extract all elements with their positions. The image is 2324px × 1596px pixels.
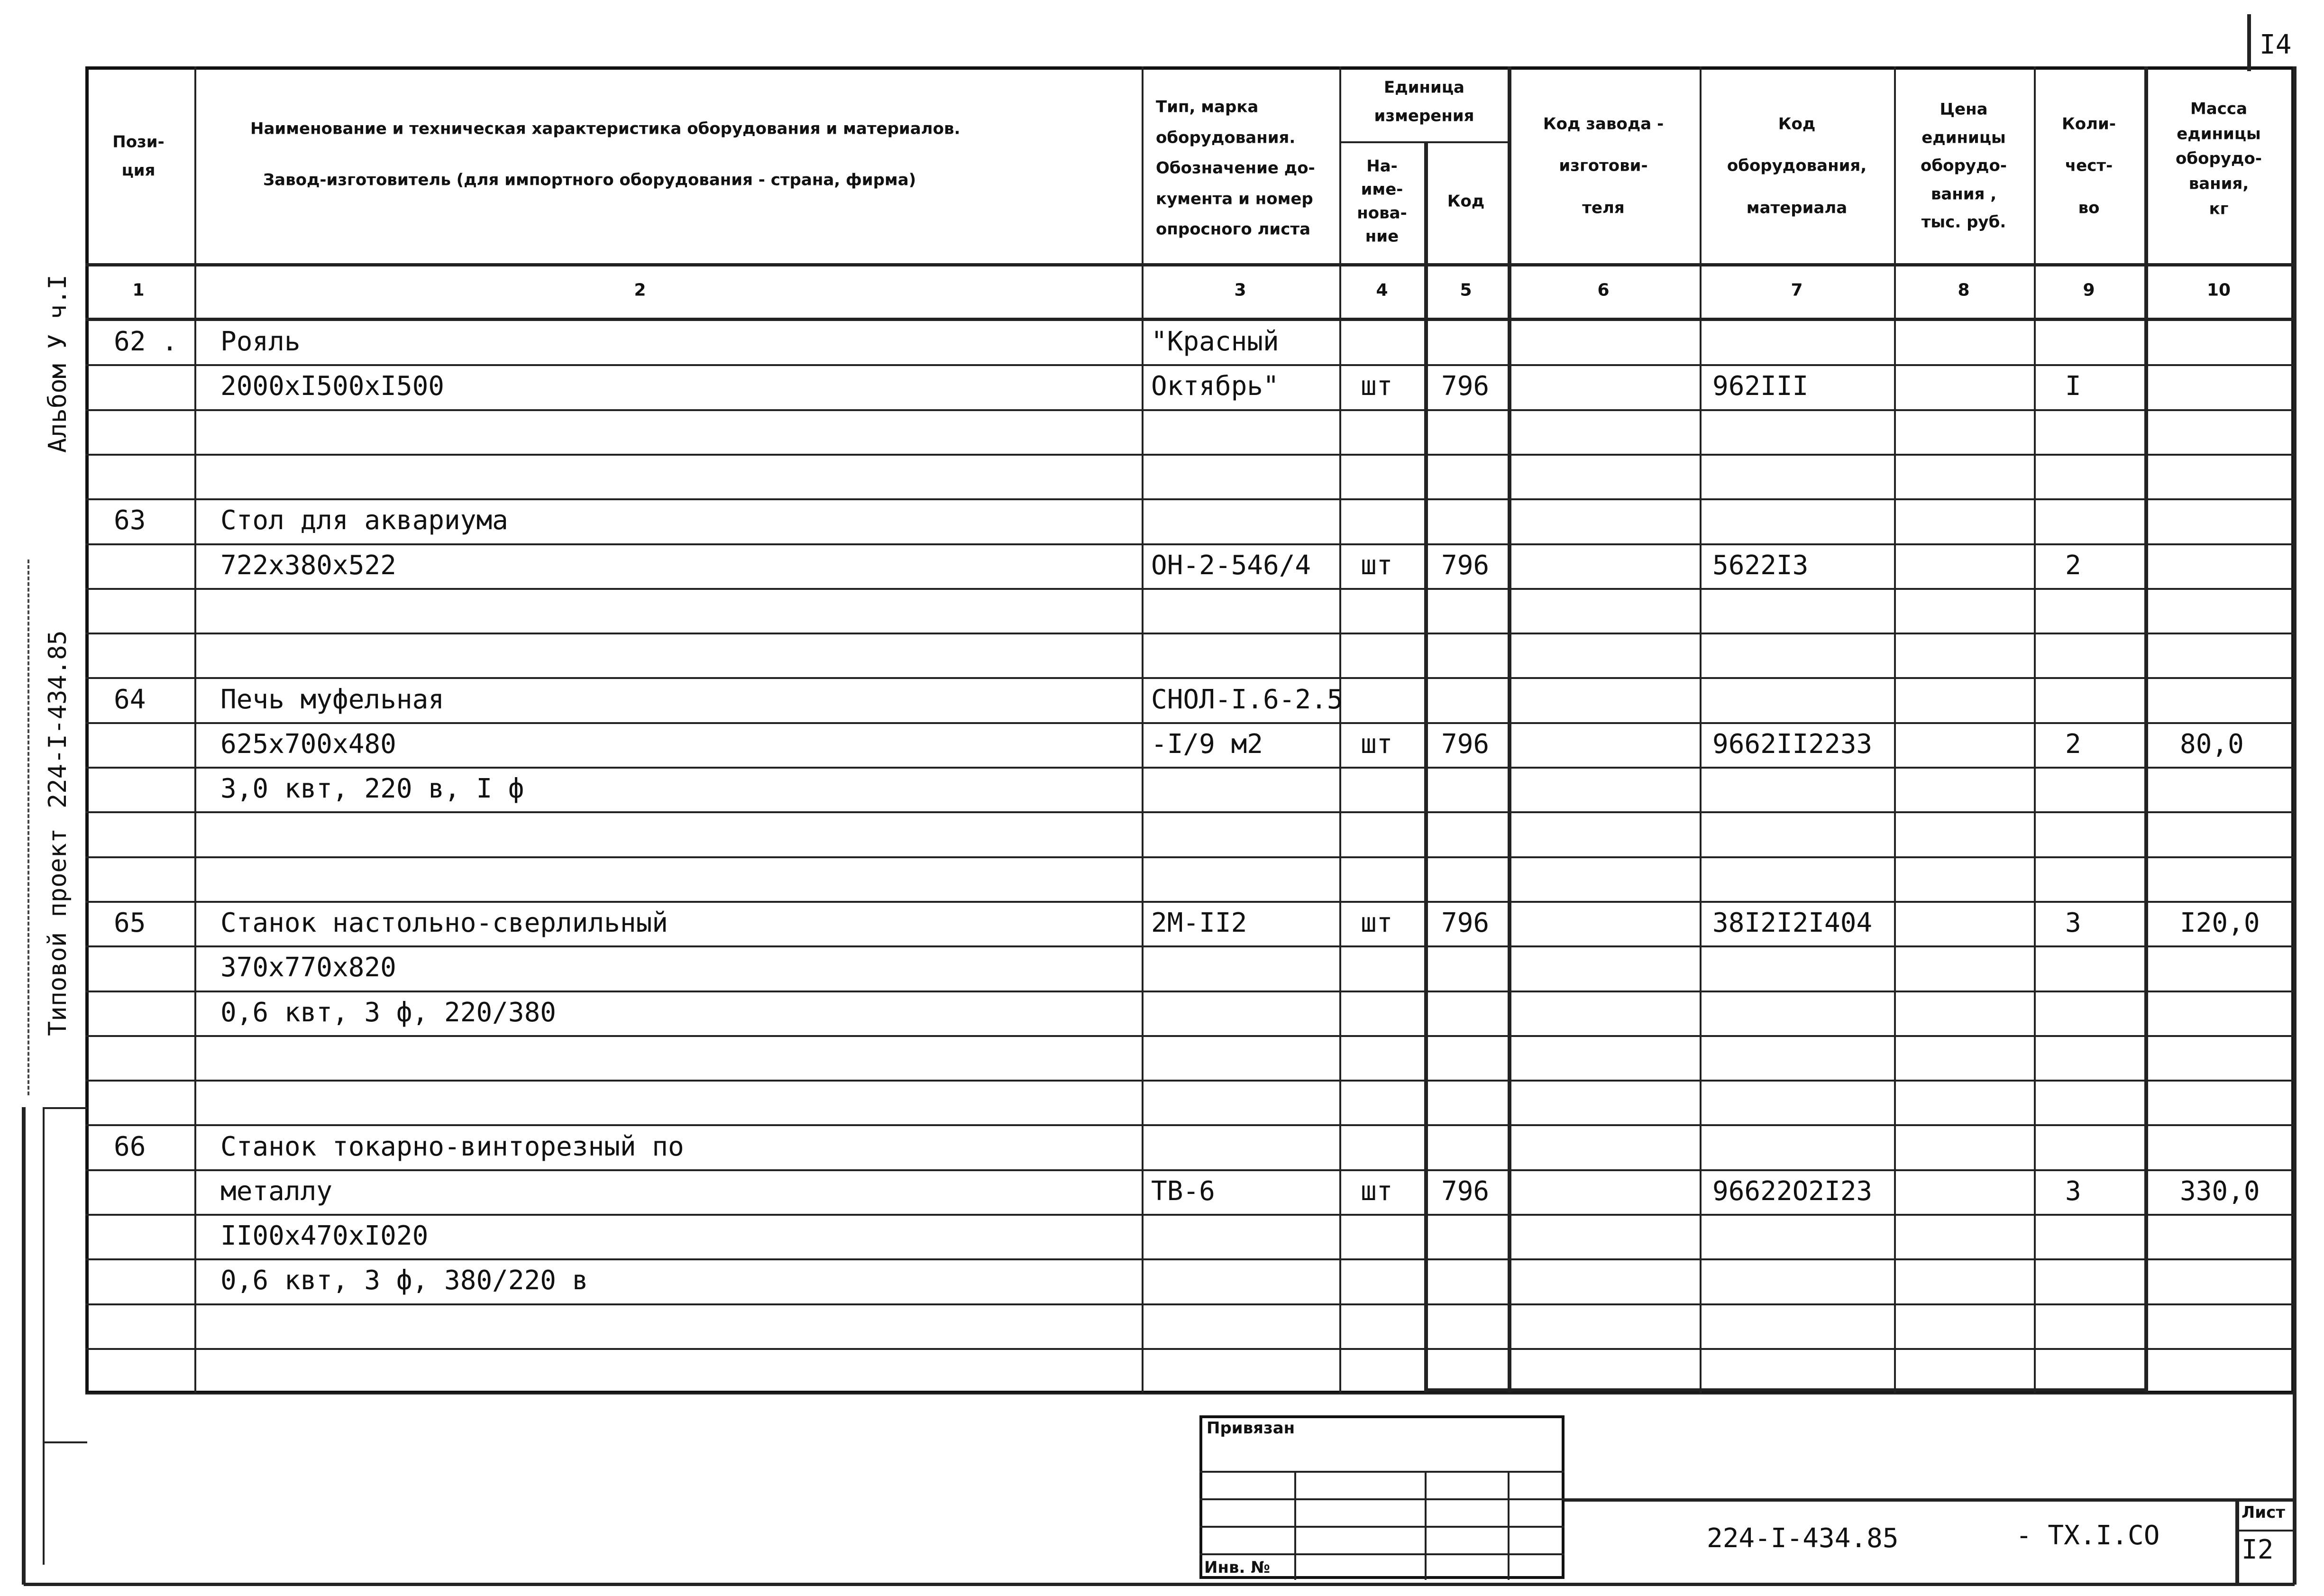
cell-type: 2М-II2 — [1151, 908, 1247, 938]
header-unit-name: На- име- нова- ние — [1357, 156, 1407, 246]
row-line — [85, 588, 2295, 590]
cell-name: 370x770x820 — [220, 952, 396, 983]
cell-name: II00x470xI020 — [220, 1220, 429, 1251]
row-line — [85, 1169, 2295, 1171]
cut-line — [27, 560, 29, 1095]
cell-name: 722x380x522 — [220, 550, 396, 581]
colnum-6: 6 — [1597, 280, 1610, 300]
binding-strip-line — [43, 1107, 45, 1565]
cell-material-code: 38I2I2I404 — [1712, 908, 1873, 938]
cell-unit-code: 796 — [1441, 908, 1490, 938]
cell-type: Октябрь" — [1151, 371, 1279, 402]
row-line — [85, 677, 2295, 679]
side-label-project-code: 224-I-434.85 — [44, 630, 72, 808]
cell-unit-code: 796 — [1441, 371, 1490, 402]
row-line — [85, 1035, 2295, 1037]
cell-unit-name: шт — [1361, 1176, 1393, 1207]
cell-name: Стол для аквариума — [220, 505, 508, 536]
colnum-4: 4 — [1376, 280, 1388, 300]
cell-unit-name: шт — [1361, 371, 1393, 402]
sheet-box-divider — [2235, 1498, 2239, 1585]
cell-position: 64 — [114, 684, 146, 715]
cell-name: металлу — [220, 1176, 333, 1207]
unit-subheader-line — [1339, 141, 1508, 143]
colnum-10: 10 — [2206, 280, 2231, 300]
row-line — [85, 409, 2295, 411]
row-line — [85, 856, 2295, 858]
cell-material-code: 5622I3 — [1712, 550, 1809, 581]
stamp-line — [1199, 1498, 1565, 1500]
row-line — [85, 991, 2295, 992]
binding-strip-top — [43, 1107, 87, 1109]
doc-code: 224-I-434.85 — [1707, 1523, 1899, 1554]
cell-unit-name: шт — [1361, 908, 1393, 938]
header-name: Наименование и техническая характеристика оборудования и материалов. — [250, 119, 961, 138]
row-line — [85, 945, 2295, 947]
cell-position: 62 . — [114, 326, 178, 357]
colnum-9: 9 — [2083, 280, 2095, 300]
row-line — [85, 543, 2295, 545]
header-bottom-line — [85, 263, 2295, 266]
stamp-line — [1199, 1526, 1565, 1528]
colnum-2: 2 — [634, 280, 646, 300]
cell-mass: 80,0 — [2180, 729, 2244, 760]
row-line — [85, 767, 2295, 769]
cell-position: 63 — [114, 505, 146, 536]
cell-unit-name: шт — [1361, 550, 1393, 581]
cell-name: 0,6 квт, 3 ф, 380/220 в — [220, 1265, 588, 1296]
colnum-1: 1 — [132, 280, 145, 300]
header-manufacturer: Завод-изготовитель (для импортного оборудования - страна, фирма) — [263, 170, 916, 190]
stamp-col — [1294, 1471, 1296, 1580]
cell-type: СНОЛ-I.6-2.5 — [1151, 684, 1343, 715]
cell-name: Станок настольно-сверлильный — [220, 908, 668, 938]
cell-quantity: I — [2065, 371, 2081, 402]
row-line — [85, 1258, 2295, 1260]
cell-quantity: 3 — [2065, 1176, 2081, 1207]
cell-name: 2000xI500xI500 — [220, 371, 445, 402]
colnum-5: 5 — [1460, 280, 1472, 300]
row-line — [85, 1303, 2295, 1305]
sheet-number: I2 — [2242, 1534, 2274, 1565]
cell-name: Станок токарно-винторезный по — [220, 1131, 684, 1162]
header-unit-code: Код — [1447, 192, 1485, 211]
cell-unit-name: шт — [1361, 729, 1393, 760]
row-line — [85, 364, 2295, 366]
side-label-typical-project: Типовой проект — [44, 828, 72, 1036]
cell-unit-code: 796 — [1441, 729, 1490, 760]
header-plant-code: Код завода - изготови- теля — [1543, 114, 1664, 218]
title-block-line — [1565, 1498, 2295, 1502]
row-line — [85, 1080, 2295, 1082]
binding-strip-divider — [43, 1441, 87, 1443]
row-line — [85, 722, 2295, 724]
bottom-border — [24, 1583, 2295, 1586]
header-mass: Масса единицы оборудо- вания, кг — [2176, 99, 2262, 219]
cell-material-code: 962III — [1712, 371, 1809, 402]
row-line — [85, 498, 2295, 500]
row-line — [85, 633, 2295, 634]
page-number-divider — [2247, 14, 2251, 71]
doc-suffix: - ТХ.I.СО — [2016, 1520, 2160, 1551]
cell-quantity: 2 — [2065, 550, 2081, 581]
row-line — [85, 901, 2295, 903]
left-bottom-border — [22, 1107, 26, 1585]
cell-material-code: 96622О2I23 — [1712, 1176, 1873, 1207]
row-line — [85, 811, 2295, 813]
cell-position: 66 — [114, 1131, 146, 1162]
cell-position: 65 — [114, 908, 146, 938]
header-quantity: Коли- чест- во — [2062, 114, 2116, 218]
colnum-3: 3 — [1234, 280, 1246, 300]
sheet-box-line — [2235, 1530, 2295, 1532]
cell-name: 3,0 квт, 220 в, I ф — [220, 773, 524, 804]
cell-mass: 330,0 — [2180, 1176, 2260, 1207]
page-number: I4 — [2260, 29, 2292, 60]
row-line — [85, 1124, 2295, 1126]
attached-label: Привязан — [1207, 1419, 1295, 1438]
cell-type: ТВ-6 — [1151, 1176, 1215, 1207]
cell-quantity: 3 — [2065, 908, 2081, 938]
cell-type: ОН-2-546/4 — [1151, 550, 1311, 581]
colnum-bottom-line — [85, 318, 2295, 321]
right-border — [2293, 66, 2297, 1585]
stamp-col — [1508, 1471, 1510, 1580]
cell-unit-code: 796 — [1441, 1176, 1490, 1207]
cell-type: -I/9 м2 — [1151, 729, 1263, 760]
cell-quantity: 2 — [2065, 729, 2081, 760]
header-price: Цена единицы оборудо- вания , тыс. руб. — [1921, 100, 2007, 232]
cell-name: 0,6 квт, 3 ф, 220/380 — [220, 997, 557, 1028]
row-line — [85, 1214, 2295, 1216]
row-line — [85, 1393, 2295, 1394]
header-material-code: Код оборудования, материала — [1727, 114, 1867, 218]
row-line — [85, 1348, 2295, 1350]
stamp-line — [1199, 1553, 1565, 1555]
colnum-8: 8 — [1958, 280, 1970, 300]
sheet-label: Лист — [2242, 1503, 2285, 1522]
row-line — [85, 454, 2295, 456]
cell-unit-code: 796 — [1441, 550, 1490, 581]
cell-name: Печь муфельная — [220, 684, 445, 715]
cell-type: "Красный — [1151, 326, 1279, 357]
stamp-line — [1199, 1471, 1565, 1473]
inv-no-label: Инв. № — [1204, 1558, 1271, 1577]
table-bottom-thick — [1424, 1388, 2147, 1392]
header-type: Тип, марка оборудования. Обозначение до- кумента и номер опросного листа — [1156, 97, 1315, 239]
stamp-col — [1425, 1471, 1427, 1580]
cell-name: Рояль — [220, 326, 301, 357]
side-label-album: Альбом У ч.I — [44, 275, 72, 453]
cell-mass: I20,0 — [2180, 908, 2260, 938]
cell-name: 625x700x480 — [220, 729, 396, 760]
colnum-7: 7 — [1791, 280, 1803, 300]
header-position: Пози- ция — [112, 132, 165, 180]
header-unit: Единица измерения — [1374, 78, 1474, 125]
cell-material-code: 9662II2233 — [1712, 729, 1873, 760]
